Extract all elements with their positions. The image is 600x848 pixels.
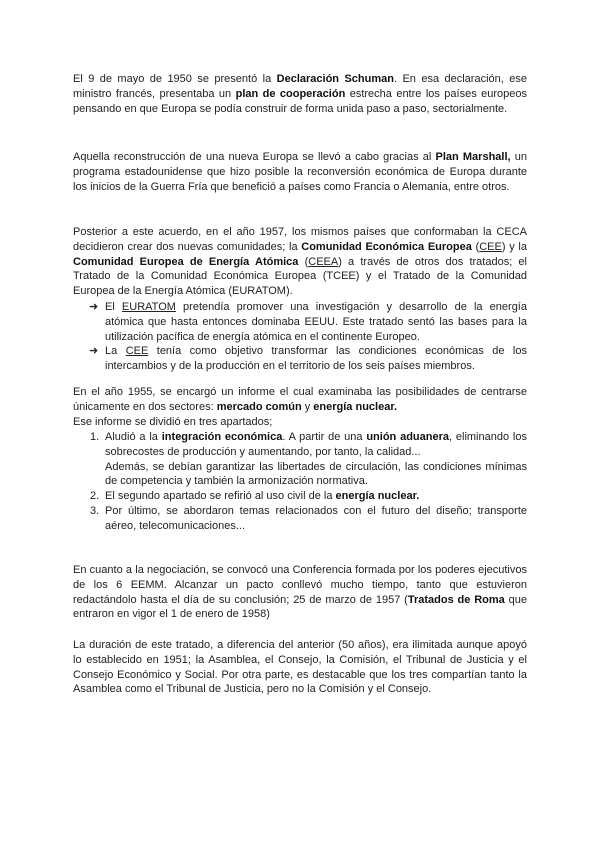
text: El segundo apartado se refirió al uso civil de la — [105, 490, 336, 503]
list-number: 3. — [90, 504, 100, 517]
text: Ese informe se dividió en tres apartados; — [73, 416, 273, 428]
text: que entraron en vigor el 1 de enero de 1958) — [73, 593, 527, 621]
text: y — [301, 400, 314, 413]
text: La duración de este tratado, a diferencia del anterior (50 años), era ilimitada aunque apoyó lo establecido en 1951; la Asamblea, el Consejo, la Comisión, el Tribunal de Justicia y el Consejo Económico y Social. Por otra parte, es destacable que los tres compartían tanto la Asamblea como el Tribunal de Justicia, pero no la Comisión y el Consejo. — [73, 639, 527, 696]
text: ( — [298, 255, 309, 268]
list-item — [73, 489, 527, 504]
text: ( — [471, 240, 480, 253]
text: . En esa declaración, ese ministro francés, presentaba un — [73, 73, 527, 100]
text: estrecha entre los países europeos pensando en que Europa se podía construir de forma unida paso a paso, sectorialmente. — [73, 87, 527, 115]
arrow-right-icon: ➜ — [89, 301, 99, 313]
bold-plan-cooperacion: plan de cooperación — [235, 87, 346, 100]
list-item — [73, 430, 527, 489]
bold-energia-nuclear: energía nuclear. — [313, 400, 398, 413]
bold-mercado-comun: mercado común — [216, 400, 302, 413]
text: ) a través de otros dos tratados; el Tratado de la Comunidad Económica Europea (TCEE) y el Tratado de la Comunidad Europea de la Energía Atómica (EURATOM). — [73, 255, 527, 298]
bold-declaracion-schuman: Declaración Schuman — [276, 73, 394, 85]
bold-union-aduanera: unión aduanera — [366, 431, 449, 443]
text: . A partir de una — [282, 431, 367, 443]
text: En cuanto a la negociación, se convocó una Conferencia formada por los poderes ejecutivos de los 6 EEMM. Alcanzar un pacto conllevó mucho tiempo, tanto que estuvieron redactándolo hasta el día de su conclusión; 25 de marzo de 1957 ( — [73, 564, 527, 606]
list-number: 1. — [90, 431, 100, 443]
paragraph-tratados-1957 — [73, 225, 527, 299]
text: un programa estadounidense que hizo posible la reconversión económica de Europa durante los inicios de la Guerra Fría que benefició a países como Francia o Alemania, entre otros. — [73, 151, 527, 193]
text: Aludió a la — [105, 431, 162, 443]
list-item — [73, 504, 527, 534]
list-number: 2. — [90, 490, 100, 503]
bold-cee: Comunidad Económica Europea — [301, 240, 472, 253]
text: El 9 de mayo de 1950 se presentó la — [73, 73, 277, 85]
text: ) y la — [501, 240, 527, 253]
link-euratom[interactable]: EURATOM — [121, 301, 176, 313]
text: pretendía promover una investigación y desarrollo de la energía atómica que hasta entonces dominaba EEUU. Este tratado sentó las bases para la utilización pacífica de energía atómica en el continente Europeo. — [105, 301, 527, 343]
link-cee[interactable]: CEE — [479, 240, 502, 253]
numbered-list — [73, 430, 527, 534]
link-cee[interactable]: CEE — [125, 345, 149, 358]
bold-ceea: Comunidad Europea de Energía Atómica — [73, 255, 299, 268]
link-ceea[interactable]: CEEA — [308, 255, 339, 268]
bold-tratados-roma: Tratados de Roma — [407, 593, 505, 606]
text: La — [105, 345, 126, 358]
paragraph-schuman — [73, 72, 527, 116]
paragraph-informe-1955 — [73, 385, 527, 415]
list-item-continuation: Además, se debían garantizar las libertades de circulación, las condiciones mínimas de competencia y también la armonización normativa. — [105, 460, 527, 488]
bold-plan-marshall: Plan Marshall, — [435, 151, 511, 163]
text: En el año 1955, se encargó un informe el cual examinaba las posibilidades de centrarse únicamente en dos sectores: — [73, 386, 527, 413]
paragraph-marshall — [73, 150, 527, 194]
paragraph-negociacion — [73, 563, 527, 622]
text: Por último, se abordaron temas relacionados con el futuro del diseño; transporte aéreo, telecomunicaciones... — [105, 504, 527, 532]
text: , eliminando los sobrecostes de producción y aumentando, por tanto, la calidad... — [105, 431, 527, 458]
text: El — [105, 301, 122, 313]
list-item — [73, 300, 527, 344]
bold-integracion-economica: integración económica — [161, 431, 283, 443]
text: Aquella reconstrucción de una nueva Europa se llevó a cabo gracias al — [73, 151, 436, 163]
arrow-right-icon: ➜ — [89, 345, 99, 358]
informe-intro — [73, 415, 527, 430]
arrow-list — [73, 300, 527, 374]
paragraph-duracion — [73, 638, 527, 697]
list-item — [73, 344, 527, 374]
text: tenía como objetivo transformar las condiciones económicas de los intercambios y de la producción en el territorio de los seis países miembros. — [105, 345, 527, 373]
bold-energia-nuclear: energía nuclear. — [335, 490, 420, 503]
text: Posterior a este acuerdo, en el año 1957, los mismos países que conformaban la CECA decidieron crear dos nuevas comunidades; la — [73, 226, 527, 253]
